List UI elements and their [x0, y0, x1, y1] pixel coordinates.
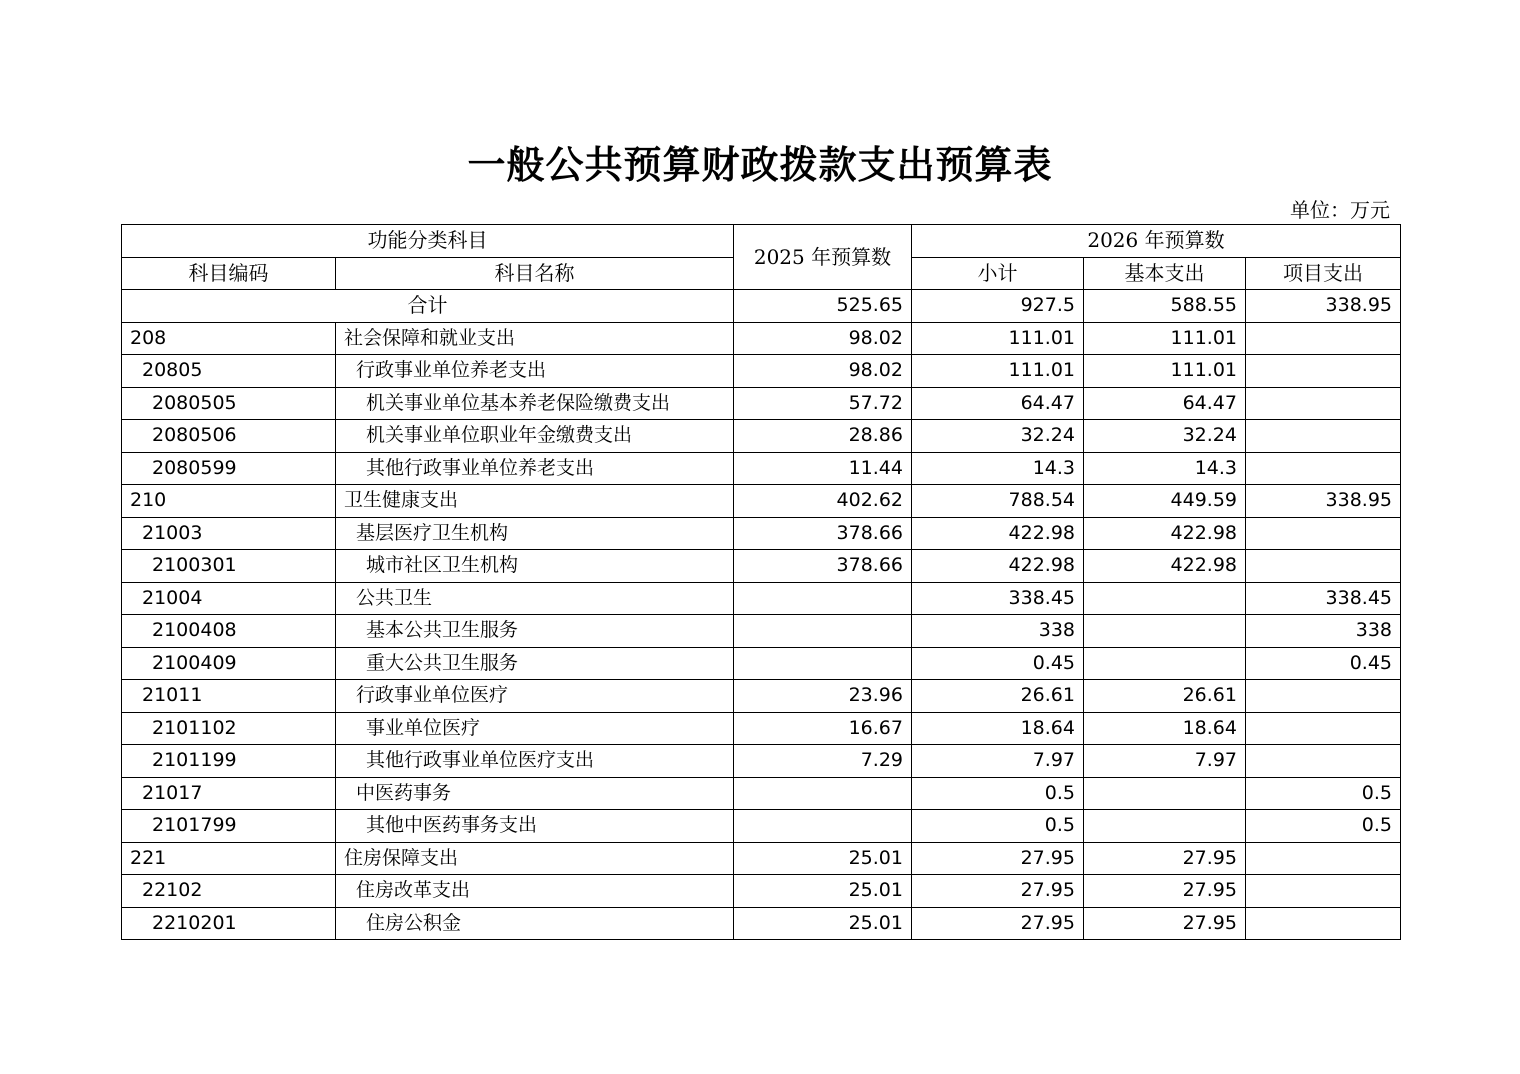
table-row: [122, 615, 1401, 648]
row-subtotal: 18.64: [912, 712, 1084, 745]
table-row: [122, 907, 1401, 940]
row-basic: 18.64: [1084, 712, 1246, 745]
row-code: 22102: [122, 875, 336, 908]
row-subtotal: 0.5: [912, 810, 1084, 843]
row-project: [1246, 387, 1401, 420]
row-subtotal: 26.61: [912, 680, 1084, 713]
total-2025: 525.65: [734, 290, 912, 323]
row-name: 住房保障支出: [336, 842, 734, 875]
row-project: 0.5: [1246, 777, 1401, 810]
row-code: 2101102: [122, 712, 336, 745]
row-project: [1246, 322, 1401, 355]
row-code: 2100408: [122, 615, 336, 648]
header-code: 科目编码: [122, 257, 336, 290]
row-project: 338: [1246, 615, 1401, 648]
row-basic: [1084, 582, 1246, 615]
row-project: [1246, 420, 1401, 453]
row-name: 中医药事务: [336, 777, 734, 810]
row-name: 行政事业单位医疗: [336, 680, 734, 713]
table-row: [122, 355, 1401, 388]
row-project: [1246, 875, 1401, 908]
row-code: 2101799: [122, 810, 336, 843]
total-project: 338.95: [1246, 290, 1401, 323]
row-code: 221: [122, 842, 336, 875]
row-name: 事业单位医疗: [336, 712, 734, 745]
header-func-group: 功能分类科目: [122, 225, 734, 258]
row-subtotal: 0.45: [912, 647, 1084, 680]
row-code: 21003: [122, 517, 336, 550]
row-subtotal: 422.98: [912, 517, 1084, 550]
table-row: [122, 387, 1401, 420]
row-project: [1246, 842, 1401, 875]
table-row: [122, 712, 1401, 745]
row-basic: [1084, 615, 1246, 648]
row-code: 2100409: [122, 647, 336, 680]
total-basic: 588.55: [1084, 290, 1246, 323]
row-name: 基层医疗卫生机构: [336, 517, 734, 550]
row-code: 2210201: [122, 907, 336, 940]
row-code: 20805: [122, 355, 336, 388]
row-basic: [1084, 647, 1246, 680]
row-basic: 27.95: [1084, 875, 1246, 908]
table-row: [122, 810, 1401, 843]
row-basic: 422.98: [1084, 517, 1246, 550]
row-project: [1246, 745, 1401, 778]
row-project: [1246, 550, 1401, 583]
header-2025: 2025 年预算数: [734, 225, 912, 290]
row-subtotal: 111.01: [912, 322, 1084, 355]
row-subtotal: 338.45: [912, 582, 1084, 615]
row-2025: [734, 647, 912, 680]
row-project: 0.45: [1246, 647, 1401, 680]
row-name: 住房改革支出: [336, 875, 734, 908]
row-2025: 378.66: [734, 550, 912, 583]
row-subtotal: 422.98: [912, 550, 1084, 583]
row-basic: [1084, 777, 1246, 810]
row-basic: 111.01: [1084, 322, 1246, 355]
header-project: 项目支出: [1246, 257, 1401, 290]
row-2025: [734, 810, 912, 843]
header-basic: 基本支出: [1084, 257, 1246, 290]
row-2025: [734, 615, 912, 648]
row-basic: 7.97: [1084, 745, 1246, 778]
row-project: 338.45: [1246, 582, 1401, 615]
row-basic: 27.95: [1084, 842, 1246, 875]
row-name: 行政事业单位养老支出: [336, 355, 734, 388]
row-2025: 57.72: [734, 387, 912, 420]
row-name: 其他行政事业单位医疗支出: [336, 745, 734, 778]
table-row: [122, 550, 1401, 583]
row-basic: 64.47: [1084, 387, 1246, 420]
row-code: 2100301: [122, 550, 336, 583]
row-subtotal: 14.3: [912, 452, 1084, 485]
row-2025: 7.29: [734, 745, 912, 778]
row-code: 21017: [122, 777, 336, 810]
row-subtotal: 27.95: [912, 842, 1084, 875]
row-subtotal: 0.5: [912, 777, 1084, 810]
row-subtotal: 111.01: [912, 355, 1084, 388]
table-row: [122, 420, 1401, 453]
row-name: 住房公积金: [336, 907, 734, 940]
table-row: [122, 680, 1401, 713]
row-basic: 422.98: [1084, 550, 1246, 583]
row-basic: 32.24: [1084, 420, 1246, 453]
row-2025: 11.44: [734, 452, 912, 485]
row-code: 208: [122, 322, 336, 355]
row-2025: 16.67: [734, 712, 912, 745]
row-code: 2080506: [122, 420, 336, 453]
table-body: [122, 290, 1401, 940]
row-2025: 23.96: [734, 680, 912, 713]
header-subtotal: 小计: [912, 257, 1084, 290]
row-project: 0.5: [1246, 810, 1401, 843]
row-2025: 28.86: [734, 420, 912, 453]
row-name: 卫生健康支出: [336, 485, 734, 518]
row-2025: [734, 582, 912, 615]
table-row: [122, 875, 1401, 908]
total-label: 合计: [122, 290, 734, 323]
table-row: [122, 777, 1401, 810]
row-subtotal: 788.54: [912, 485, 1084, 518]
table-header: [122, 225, 1401, 290]
row-subtotal: 64.47: [912, 387, 1084, 420]
row-basic: 111.01: [1084, 355, 1246, 388]
row-name: 社会保障和就业支出: [336, 322, 734, 355]
row-2025: 25.01: [734, 907, 912, 940]
row-2025: 402.62: [734, 485, 912, 518]
row-code: 21004: [122, 582, 336, 615]
row-subtotal: 27.95: [912, 907, 1084, 940]
row-basic: 27.95: [1084, 907, 1246, 940]
table-row: [122, 745, 1401, 778]
header-row-1: [122, 225, 1401, 258]
row-name: 基本公共卫生服务: [336, 615, 734, 648]
row-project: 338.95: [1246, 485, 1401, 518]
row-name: 公共卫生: [336, 582, 734, 615]
header-2026-group: 2026 年预算数: [912, 225, 1401, 258]
row-basic: 449.59: [1084, 485, 1246, 518]
total-row: [122, 290, 1401, 323]
table-row: [122, 322, 1401, 355]
row-project: [1246, 680, 1401, 713]
row-subtotal: 7.97: [912, 745, 1084, 778]
row-project: [1246, 452, 1401, 485]
table-row: [122, 517, 1401, 550]
header-name: 科目名称: [336, 257, 734, 290]
table-row: [122, 647, 1401, 680]
table-row: [122, 452, 1401, 485]
row-code: 21011: [122, 680, 336, 713]
unit-label: 单位：万元: [1290, 198, 1390, 222]
row-name: 其他中医药事务支出: [336, 810, 734, 843]
budget-table: [121, 224, 1401, 940]
row-code: 210: [122, 485, 336, 518]
row-basic: 26.61: [1084, 680, 1246, 713]
table-row: [122, 842, 1401, 875]
row-project: [1246, 712, 1401, 745]
row-code: 2080599: [122, 452, 336, 485]
row-2025: 25.01: [734, 875, 912, 908]
row-project: [1246, 517, 1401, 550]
row-subtotal: 338: [912, 615, 1084, 648]
row-subtotal: 32.24: [912, 420, 1084, 453]
row-code: 2080505: [122, 387, 336, 420]
row-name: 机关事业单位职业年金缴费支出: [336, 420, 734, 453]
page-title: 一般公共预算财政拨款支出预算表: [467, 142, 1053, 187]
row-name: 其他行政事业单位养老支出: [336, 452, 734, 485]
row-code: 2101199: [122, 745, 336, 778]
row-2025: [734, 777, 912, 810]
row-basic: [1084, 810, 1246, 843]
row-name: 重大公共卫生服务: [336, 647, 734, 680]
row-subtotal: 27.95: [912, 875, 1084, 908]
row-2025: 98.02: [734, 322, 912, 355]
row-2025: 378.66: [734, 517, 912, 550]
row-basic: 14.3: [1084, 452, 1246, 485]
row-2025: 98.02: [734, 355, 912, 388]
table-row: [122, 582, 1401, 615]
row-2025: 25.01: [734, 842, 912, 875]
row-name: 城市社区卫生机构: [336, 550, 734, 583]
row-name: 机关事业单位基本养老保险缴费支出: [336, 387, 734, 420]
table-row: [122, 485, 1401, 518]
row-project: [1246, 907, 1401, 940]
row-project: [1246, 355, 1401, 388]
total-subtotal: 927.5: [912, 290, 1084, 323]
